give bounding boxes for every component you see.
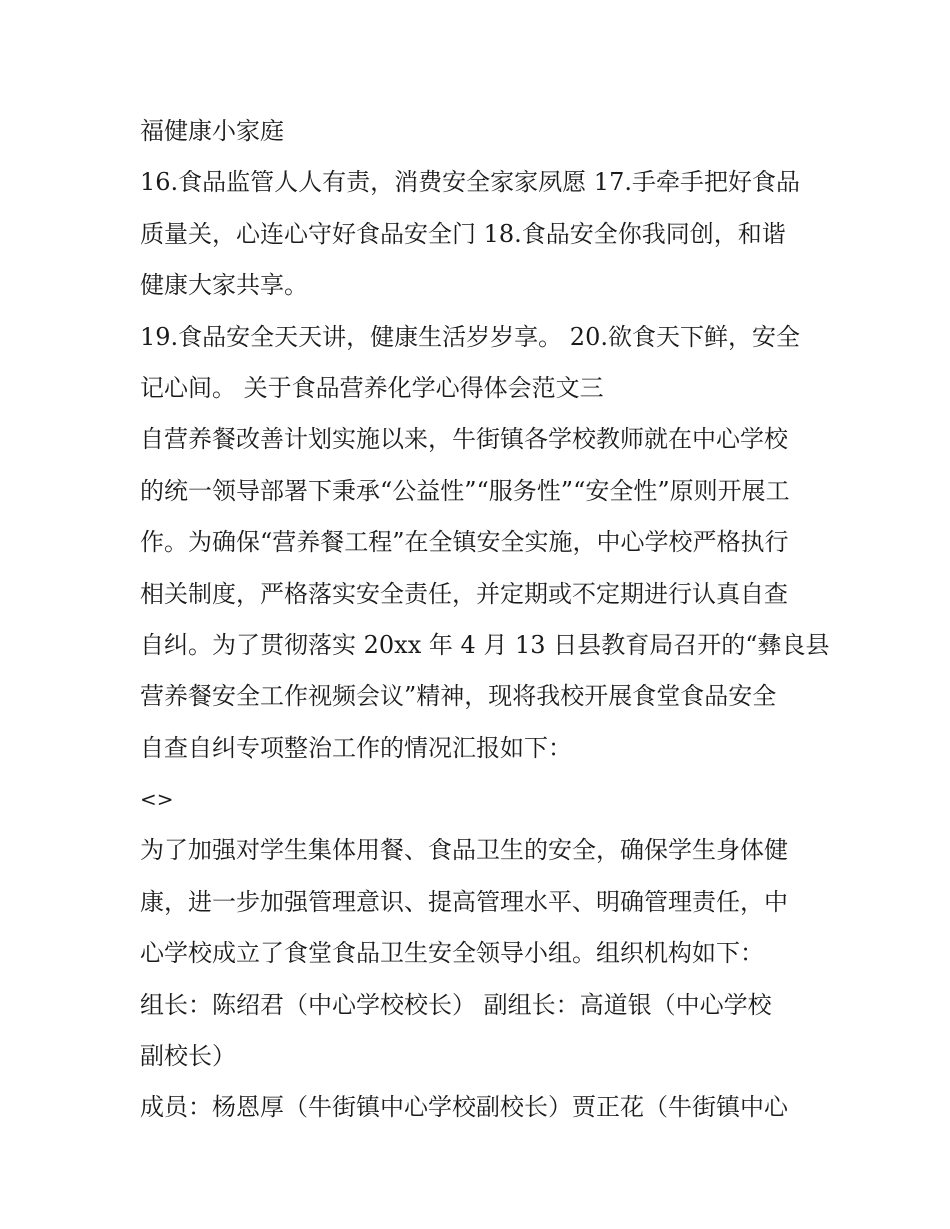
text-line: 记心间。 关于食品营养化学心得体会范文三 [140, 373, 604, 402]
text-line: 的统一领导部署下秉承“公益性”“服务性”“安全性”原则开展工 [140, 476, 790, 505]
text-line: 成员：杨恩厚（牛街镇中心学校副校长）贾正花（牛街镇中心 [140, 1093, 788, 1122]
text-line: 副校长） [140, 1042, 236, 1071]
placeholder-marker: <> [140, 787, 174, 812]
text-line: 为了加强对学生集体用餐、食品卫生的安全，确保学生身体健 [140, 836, 788, 865]
text-line: 自纠。为了贯彻落实 20xx 年 4 月 13 日县教育局召开的“彝良县 [140, 630, 830, 659]
text-line: 心学校成立了食堂食品卫生安全领导小组。组织机构如下： [140, 939, 764, 968]
text-line: 19.食品安全天天讲，健康生活岁岁享。 20.欲食天下鲜，安全 [140, 322, 800, 351]
text-line: 自查自纠专项整治工作的情况汇报如下： [140, 733, 572, 762]
text-line: 相关制度，严格落实安全责任，并定期或不定期进行认真自查 [140, 579, 788, 608]
text-line: 健康大家共享。 [140, 271, 308, 300]
text-line: 康，进一步加强管理意识、提高管理水平、明确管理责任，中 [140, 887, 788, 916]
text-line: 作。为确保“营养餐工程”在全镇安全实施，中心学校严格执行 [140, 528, 789, 557]
text-line: 16.食品监管人人有责，消费安全家家夙愿 17.手牵手把好食品 [140, 168, 800, 197]
text-line: 质量关，心连心守好食品安全门 18.食品安全你我同创，和谐 [140, 219, 786, 248]
body-text [140, 106, 830, 1134]
text-line: 自营养餐改善计划实施以来，牛街镇各学校教师就在中心学校 [140, 425, 788, 454]
text-line: 营养餐安全工作视频会议”精神，现将我校开展食堂食品安全 [140, 682, 777, 711]
text-line: 组长：陈绍君（中心学校校长） 副组长：高道银（中心学校 [140, 990, 772, 1019]
text-line: 福健康小家庭 [140, 117, 284, 145]
